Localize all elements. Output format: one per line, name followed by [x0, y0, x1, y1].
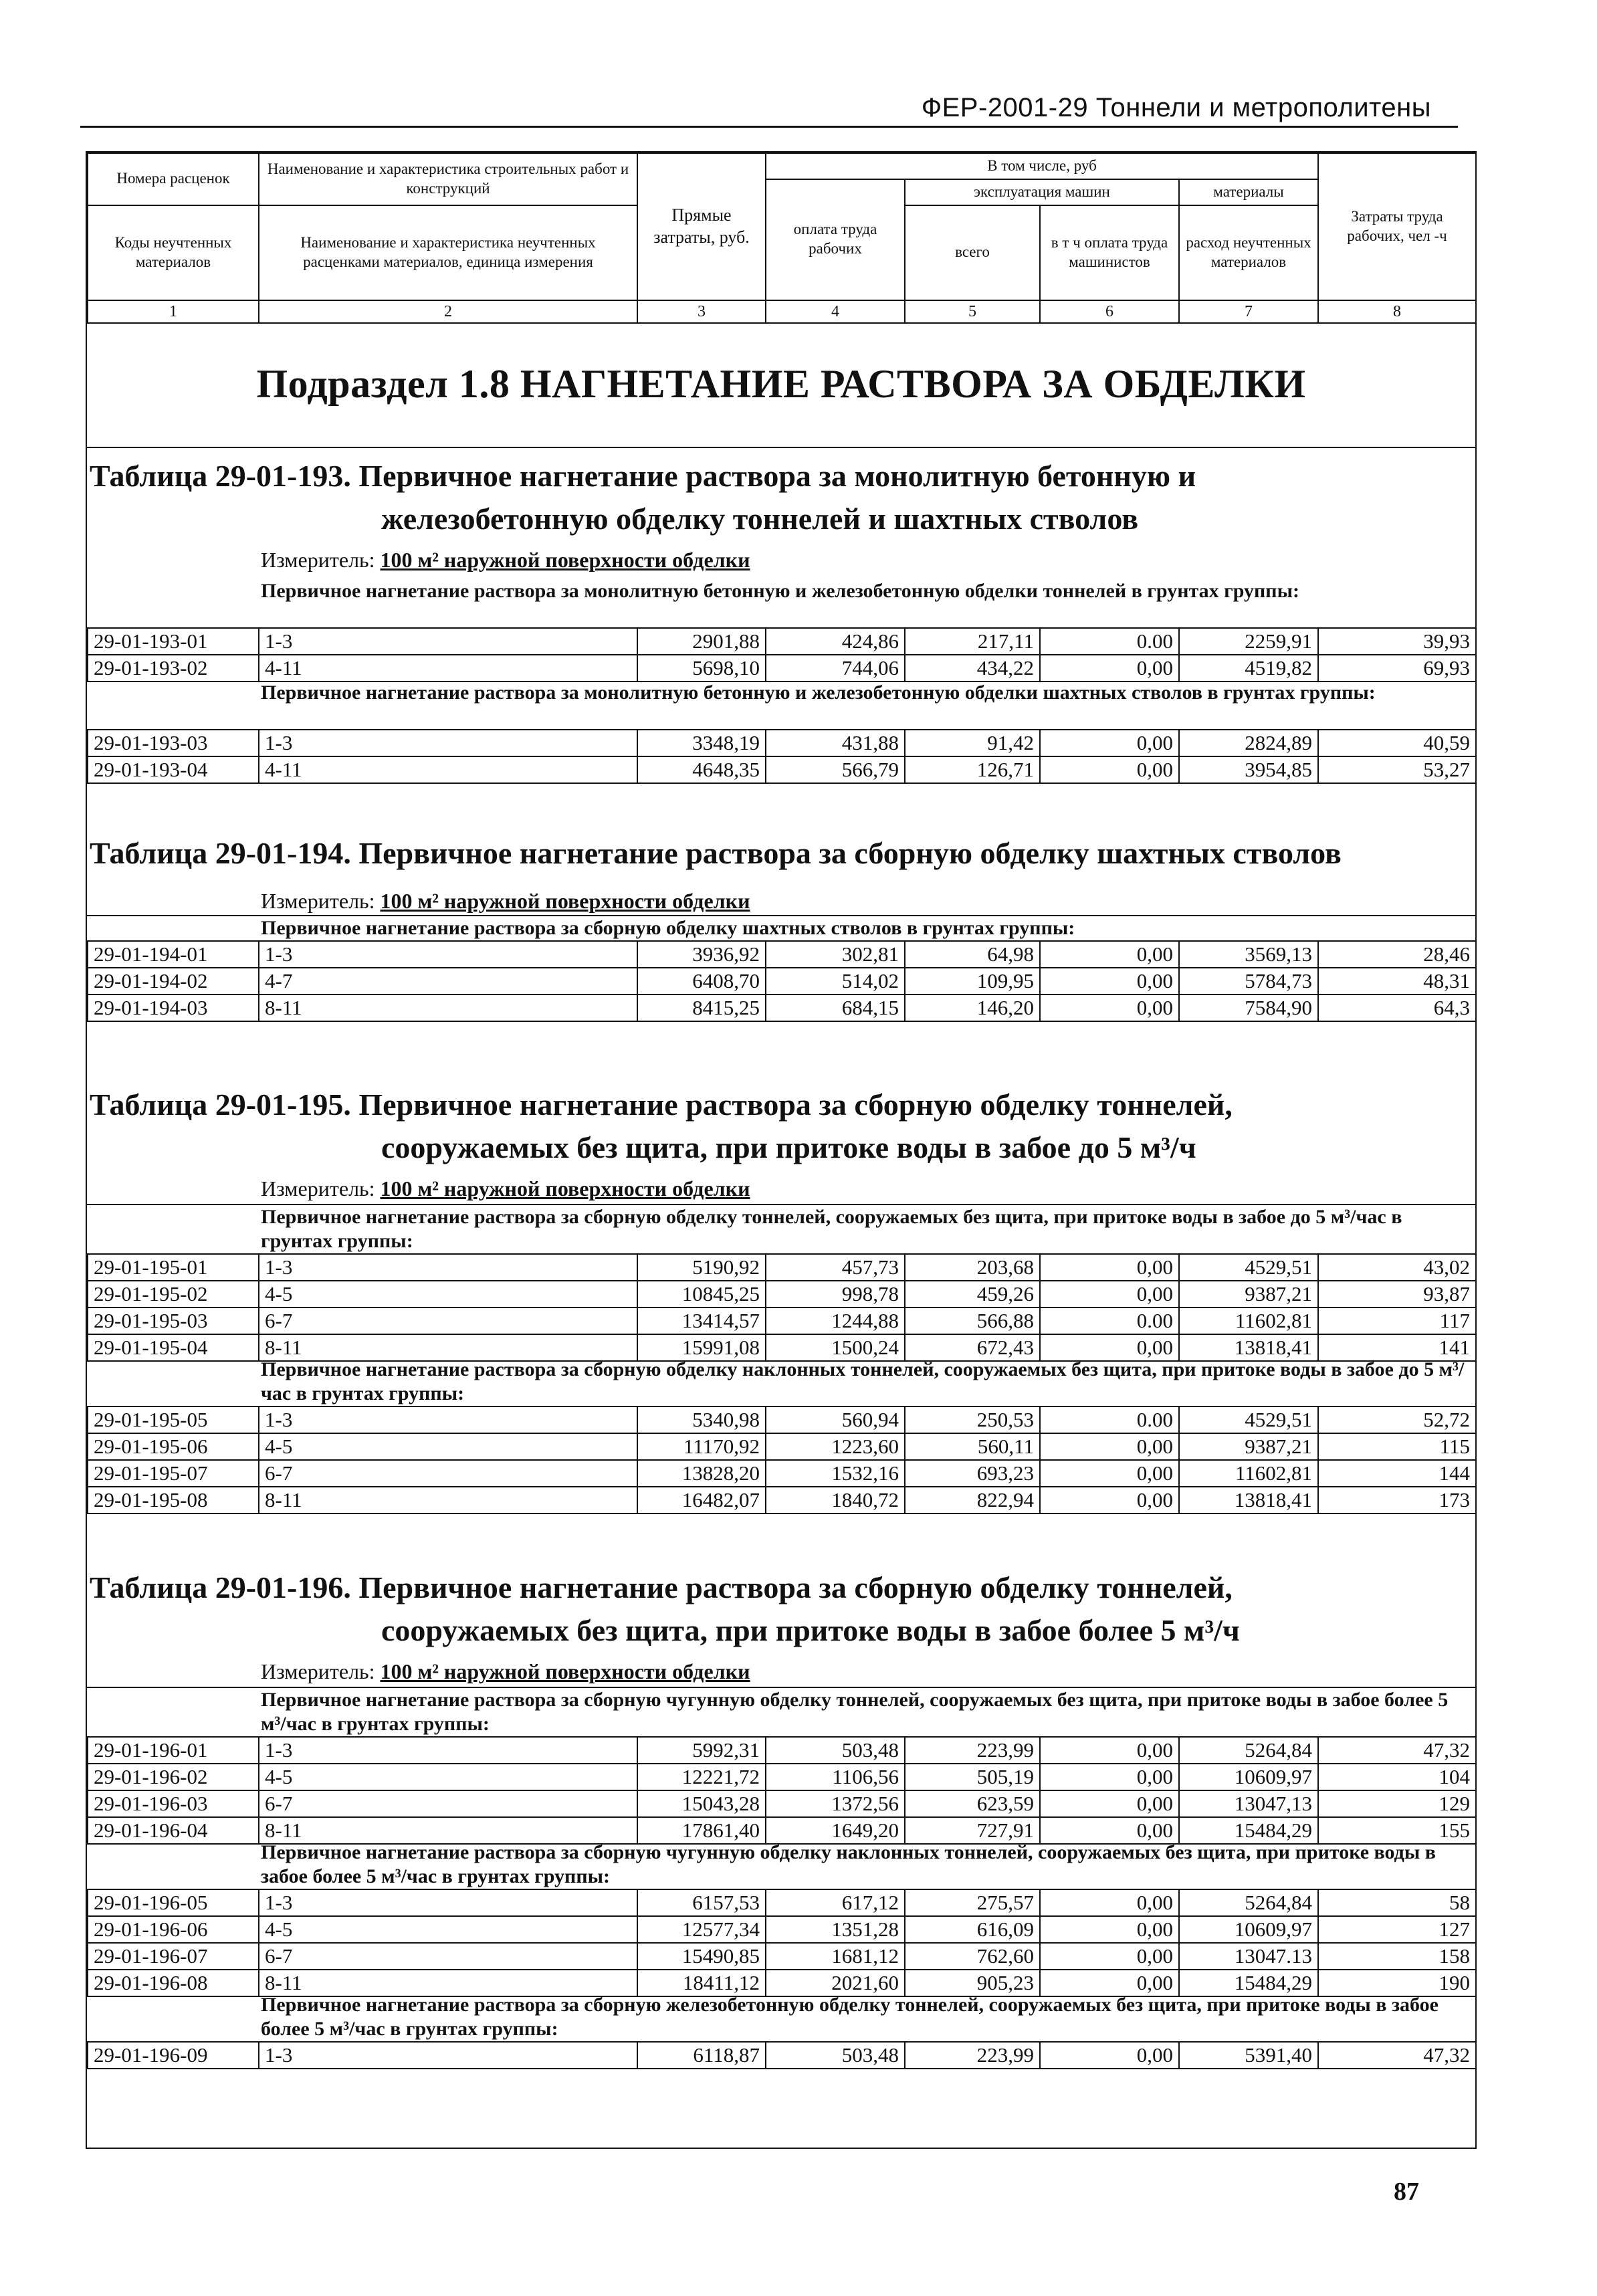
- table-row: [88, 1254, 1476, 1281]
- machine-total: 672,43: [905, 1334, 1040, 1361]
- rate-code: 29-01-193-04: [88, 756, 259, 783]
- group-subtitle: Первичное нагнетание раствора за сборную железобетонную обделку тоннелей, сооружаемых без щита, при притоке воды в забое более 5 м³/час в грунтах группы:: [261, 1994, 1439, 2040]
- labor-hours: 190: [1318, 1970, 1476, 1996]
- worker-pay: 1351,28: [766, 1916, 905, 1943]
- soil-group: 8-11: [259, 1817, 637, 1844]
- measure-value: 100 м² наружной поверхности обделки: [380, 1659, 750, 1683]
- operator-pay: 0,00: [1040, 1254, 1179, 1281]
- soil-group: 4-11: [259, 756, 637, 783]
- materials-cost: 5391,40: [1179, 2042, 1318, 2069]
- header-col5: всего: [905, 205, 1040, 300]
- column-number: 7: [1179, 300, 1318, 323]
- machine-total: 217,11: [905, 628, 1040, 655]
- materials-cost: 5264,84: [1179, 1889, 1318, 1916]
- worker-pay: 744,06: [766, 655, 905, 682]
- labor-hours: 40,59: [1318, 730, 1476, 756]
- labor-hours: 93,87: [1318, 1281, 1476, 1308]
- direct-cost: 2901,88: [637, 628, 766, 655]
- soil-group: 1-3: [259, 1406, 637, 1433]
- operator-pay: 0,00: [1040, 1281, 1179, 1308]
- materials-cost: 7584,90: [1179, 995, 1318, 1021]
- machine-total: 822,94: [905, 1487, 1040, 1514]
- machine-total: 146,20: [905, 995, 1040, 1021]
- labor-hours: 155: [1318, 1817, 1476, 1844]
- operator-pay: 0,00: [1040, 756, 1179, 783]
- materials-cost: 5264,84: [1179, 1737, 1318, 1764]
- table-title: [90, 455, 1473, 540]
- labor-hours: 43,02: [1318, 1254, 1476, 1281]
- header-col8: Затраты труда рабочих, чел -ч: [1318, 153, 1476, 300]
- labor-hours: 141: [1318, 1334, 1476, 1361]
- labor-hours: 47,32: [1318, 1737, 1476, 1764]
- rate-code: 29-01-193-02: [88, 655, 259, 682]
- direct-cost: 8415,25: [637, 995, 766, 1021]
- operator-pay: 0,00: [1040, 1433, 1179, 1460]
- materials-cost: 13047.13: [1179, 1943, 1318, 1970]
- measure-unit: [261, 547, 750, 572]
- operator-pay: 0,00: [1040, 1334, 1179, 1361]
- worker-pay: 1372,56: [766, 1790, 905, 1817]
- document-frame: [86, 151, 1477, 2149]
- soil-group: 4-11: [259, 655, 637, 682]
- rate-code: 29-01-196-02: [88, 1764, 259, 1790]
- materials-cost: 5784,73: [1179, 968, 1318, 995]
- materials-cost: 13818,41: [1179, 1334, 1318, 1361]
- direct-cost: 15043,28: [637, 1790, 766, 1817]
- worker-pay: 684,15: [766, 995, 905, 1021]
- table-title-line2: сооружаемых без щита, при притоке воды в забое более 5 м³/ч: [381, 1613, 1240, 1647]
- direct-cost: 16482,07: [637, 1487, 766, 1514]
- soil-group: 1-3: [259, 2042, 637, 2069]
- header-col4: оплата труда рабочих: [766, 179, 905, 300]
- measure-value: 100 м² наружной поверхности обделки: [380, 1176, 750, 1201]
- rate-code: 29-01-193-03: [88, 730, 259, 756]
- direct-cost: 15490,85: [637, 1943, 766, 1970]
- soil-group: 4-7: [259, 968, 637, 995]
- worker-pay: 503,48: [766, 1737, 905, 1764]
- measure-value: 100 м² наружной поверхности обделки: [380, 889, 750, 913]
- table-title: [90, 832, 1473, 875]
- measure-unit: [261, 888, 750, 914]
- machine-total: 223,99: [905, 1737, 1040, 1764]
- operator-pay: 0.00: [1040, 1308, 1179, 1334]
- direct-cost: 17861,40: [637, 1817, 766, 1844]
- direct-cost: 11170,92: [637, 1433, 766, 1460]
- worker-pay: 457,73: [766, 1254, 905, 1281]
- worker-pay: 2021,60: [766, 1970, 905, 1996]
- table-row: [88, 1790, 1476, 1817]
- table-title-line1: Таблица 29-01-194. Первичное нагнетание раствора за сборную обделку шахтных стволов: [90, 836, 1342, 870]
- table-row: [88, 1487, 1476, 1514]
- operator-pay: 0,00: [1040, 995, 1179, 1021]
- direct-cost: 5340,98: [637, 1406, 766, 1433]
- operator-pay: 0,00: [1040, 1943, 1179, 1970]
- measure-value: 100 м² наружной поверхности обделки: [380, 548, 750, 572]
- rate-code: 29-01-196-09: [88, 2042, 259, 2069]
- worker-pay: 431,88: [766, 730, 905, 756]
- table-row: [88, 1460, 1476, 1487]
- worker-pay: 617,12: [766, 1889, 905, 1916]
- worker-pay: 1681,12: [766, 1943, 905, 1970]
- header-col2-bottom: Наименование и характеристика неучтенных расценками материалов, единица измерения: [259, 205, 637, 300]
- soil-group: 6-7: [259, 1943, 637, 1970]
- operator-pay: 0,00: [1040, 655, 1179, 682]
- data-table: [87, 729, 1477, 784]
- labor-hours: 173: [1318, 1487, 1476, 1514]
- rate-code: 29-01-194-02: [88, 968, 259, 995]
- direct-cost: 13828,20: [637, 1460, 766, 1487]
- labor-hours: 58: [1318, 1889, 1476, 1916]
- table-row: [88, 1308, 1476, 1334]
- labor-hours: 47,32: [1318, 2042, 1476, 2069]
- group-subtitle: Первичное нагнетание раствора за сборную обделку шахтных стволов в грунтах группы:: [261, 917, 1075, 939]
- group-subtitle: Первичное нагнетание раствора за сборную чугунную обделку тоннелей, сооружаемых без щита, при притоке воды в забое более 5 м³/час в грунтах группы:: [261, 1689, 1449, 1735]
- worker-pay: 302,81: [766, 941, 905, 968]
- worker-pay: 1840,72: [766, 1487, 905, 1514]
- page-header: [80, 94, 1458, 128]
- table-row: [88, 655, 1476, 682]
- soil-group: 1-3: [259, 1254, 637, 1281]
- rate-code: 29-01-194-03: [88, 995, 259, 1021]
- header-materials: материалы: [1179, 179, 1318, 205]
- table-row: [88, 756, 1476, 783]
- direct-cost: 6408,70: [637, 968, 766, 995]
- worker-pay: 424,86: [766, 628, 905, 655]
- table-row: [88, 1916, 1476, 1943]
- table-title-line2: сооружаемых без щита, при притоке воды в забое до 5 м³/ч: [381, 1130, 1196, 1164]
- column-number: 1: [88, 300, 259, 323]
- machine-total: 616,09: [905, 1916, 1040, 1943]
- soil-group: 4-5: [259, 1281, 637, 1308]
- machine-total: 505,19: [905, 1764, 1040, 1790]
- group-subtitle: Первичное нагнетание раствора за сборную обделку наклонных тоннелей, сооружаемых без щита, при притоке воды в забое до 5 м³/час в грунтах группы:: [261, 1358, 1465, 1404]
- soil-group: 8-11: [259, 1970, 637, 1996]
- rate-code: 29-01-196-07: [88, 1943, 259, 1970]
- table-row: [88, 1433, 1476, 1460]
- column-number: 8: [1318, 300, 1476, 323]
- labor-hours: 48,31: [1318, 968, 1476, 995]
- rate-code: 29-01-195-04: [88, 1334, 259, 1361]
- header-col2-top: Наименование и характеристика строительных работ и конструкций: [259, 153, 637, 205]
- operator-pay: 0,00: [1040, 2042, 1179, 2069]
- soil-group: 6-7: [259, 1308, 637, 1334]
- materials-cost: 9387,21: [1179, 1433, 1318, 1460]
- materials-cost: 3569,13: [1179, 941, 1318, 968]
- machine-total: 434,22: [905, 655, 1040, 682]
- worker-pay: 1244,88: [766, 1308, 905, 1334]
- soil-group: 8-11: [259, 1487, 637, 1514]
- table-row: [88, 1406, 1476, 1433]
- header-col1-top: Номера расценок: [88, 153, 259, 205]
- rate-code: 29-01-196-05: [88, 1889, 259, 1916]
- table-title: [90, 1566, 1473, 1652]
- soil-group: 1-3: [259, 628, 637, 655]
- machine-total: 91,42: [905, 730, 1040, 756]
- machine-total: 203,68: [905, 1254, 1040, 1281]
- rate-code: 29-01-196-08: [88, 1970, 259, 1996]
- materials-cost: 4529,51: [1179, 1406, 1318, 1433]
- measure-label: Измеритель:: [261, 548, 381, 572]
- table-row: [88, 995, 1476, 1021]
- materials-cost: 13047,13: [1179, 1790, 1318, 1817]
- rate-code: 29-01-195-02: [88, 1281, 259, 1308]
- operator-pay: 0,00: [1040, 941, 1179, 968]
- materials-cost: 10609,97: [1179, 1916, 1318, 1943]
- materials-cost: 3954,85: [1179, 756, 1318, 783]
- materials-cost: 15484,29: [1179, 1970, 1318, 1996]
- direct-cost: 18411,12: [637, 1970, 766, 1996]
- page-number: 87: [1394, 2178, 1419, 2206]
- soil-group: 4-5: [259, 1433, 637, 1460]
- data-table: [87, 940, 1477, 1022]
- worker-pay: 1106,56: [766, 1764, 905, 1790]
- soil-group: 1-3: [259, 730, 637, 756]
- machine-total: 623,59: [905, 1790, 1040, 1817]
- labor-hours: 144: [1318, 1460, 1476, 1487]
- operator-pay: 0,00: [1040, 1487, 1179, 1514]
- direct-cost: 12577,34: [637, 1916, 766, 1943]
- machine-total: 275,57: [905, 1889, 1040, 1916]
- labor-hours: 158: [1318, 1943, 1476, 1970]
- document-title: ФЕР-2001-29 Тоннели и метрополитены: [921, 93, 1431, 122]
- group-subtitle: Первичное нагнетание раствора за монолитную бетонную и железобетонную обделки шахтных стволов в грунтах группы:: [261, 682, 1376, 704]
- labor-hours: 104: [1318, 1764, 1476, 1790]
- column-number: 6: [1040, 300, 1179, 323]
- machine-total: 223,99: [905, 2042, 1040, 2069]
- materials-cost: 11602,81: [1179, 1460, 1318, 1487]
- measure-label: Измеритель:: [261, 889, 381, 913]
- data-table: [87, 1889, 1477, 1997]
- rate-code: 29-01-195-06: [88, 1433, 259, 1460]
- operator-pay: 0,00: [1040, 1460, 1179, 1487]
- materials-cost: 4529,51: [1179, 1254, 1318, 1281]
- direct-cost: 15991,08: [637, 1334, 766, 1361]
- table-row: [88, 968, 1476, 995]
- section-title: Подраздел 1.8 НАГНЕТАНИЕ РАСТВОРА ЗА ОБДЕЛКИ: [256, 362, 1306, 406]
- direct-cost: 6118,87: [637, 2042, 766, 2069]
- direct-cost: 5992,31: [637, 1737, 766, 1764]
- labor-hours: 39,93: [1318, 628, 1476, 655]
- operator-pay: 0,00: [1040, 1817, 1179, 1844]
- machine-total: 250,53: [905, 1406, 1040, 1433]
- rate-code: 29-01-196-04: [88, 1817, 259, 1844]
- data-table: [87, 627, 1477, 682]
- direct-cost: 10845,25: [637, 1281, 766, 1308]
- rate-code: 29-01-195-08: [88, 1487, 259, 1514]
- measure-label: Измеритель:: [261, 1176, 381, 1201]
- machine-total: 109,95: [905, 968, 1040, 995]
- operator-pay: 0.00: [1040, 628, 1179, 655]
- machine-total: 693,23: [905, 1460, 1040, 1487]
- column-header-table: [87, 152, 1477, 324]
- direct-cost: 5190,92: [637, 1254, 766, 1281]
- group-subtitle: Первичное нагнетание раствора за сборную обделку тоннелей, сооружаемых без щита, при притоке воды в забое до 5 м³/час в грунтах группы:: [261, 1206, 1402, 1252]
- measure-unit: [261, 1176, 750, 1201]
- direct-cost: 5698,10: [637, 655, 766, 682]
- machine-total: 905,23: [905, 1970, 1040, 1996]
- table-row: [88, 1817, 1476, 1844]
- header-col1-bottom: Коды неучтенных материалов: [88, 205, 259, 300]
- direct-cost: 3936,92: [637, 941, 766, 968]
- table-row: [88, 1764, 1476, 1790]
- table-separator: [87, 447, 1475, 448]
- rate-code: 29-01-193-01: [88, 628, 259, 655]
- rate-code: 29-01-195-07: [88, 1460, 259, 1487]
- data-table: [87, 1253, 1477, 1362]
- labor-hours: 28,46: [1318, 941, 1476, 968]
- materials-cost: 9387,21: [1179, 1281, 1318, 1308]
- operator-pay: 0,00: [1040, 1764, 1179, 1790]
- header-machines: эксплуатация машин: [905, 179, 1179, 205]
- direct-cost: 12221,72: [637, 1764, 766, 1790]
- materials-cost: 10609,97: [1179, 1764, 1318, 1790]
- worker-pay: 560,94: [766, 1406, 905, 1433]
- machine-total: 762,60: [905, 1943, 1040, 1970]
- operator-pay: 0.00: [1040, 1406, 1179, 1433]
- materials-cost: 11602,81: [1179, 1308, 1318, 1334]
- machine-total: 727,91: [905, 1817, 1040, 1844]
- measure-label: Измеритель:: [261, 1659, 381, 1683]
- operator-pay: 0,00: [1040, 1790, 1179, 1817]
- materials-cost: 4519,82: [1179, 655, 1318, 682]
- soil-group: 1-3: [259, 1737, 637, 1764]
- direct-cost: 4648,35: [637, 756, 766, 783]
- table-row: [88, 1970, 1476, 1996]
- data-table: [87, 1406, 1477, 1514]
- column-number: 3: [637, 300, 766, 323]
- labor-hours: 129: [1318, 1790, 1476, 1817]
- worker-pay: 503,48: [766, 2042, 905, 2069]
- soil-group: 1-3: [259, 941, 637, 968]
- operator-pay: 0,00: [1040, 968, 1179, 995]
- worker-pay: 1532,16: [766, 1460, 905, 1487]
- soil-group: 4-5: [259, 1764, 637, 1790]
- soil-group: 1-3: [259, 1889, 637, 1916]
- rate-code: 29-01-195-01: [88, 1254, 259, 1281]
- machine-total: 126,71: [905, 756, 1040, 783]
- soil-group: 4-5: [259, 1916, 637, 1943]
- soil-group: 6-7: [259, 1790, 637, 1817]
- labor-hours: 64,3: [1318, 995, 1476, 1021]
- soil-group: 8-11: [259, 995, 637, 1021]
- rate-code: 29-01-196-06: [88, 1916, 259, 1943]
- machine-total: 459,26: [905, 1281, 1040, 1308]
- group-subtitle: Первичное нагнетание раствора за монолитную бетонную и железобетонную обделки тоннелей в грунтах группы:: [261, 580, 1299, 602]
- worker-pay: 998,78: [766, 1281, 905, 1308]
- header-col6: в т ч оплата труда машинистов: [1040, 205, 1179, 300]
- header-col3: Прямые затраты, руб.: [637, 153, 766, 300]
- table-title-line2: железобетонную обделку тоннелей и шахтных стволов: [381, 502, 1139, 536]
- rate-code: 29-01-194-01: [88, 941, 259, 968]
- rate-code: 29-01-196-03: [88, 1790, 259, 1817]
- labor-hours: 52,72: [1318, 1406, 1476, 1433]
- table-title-line1: Таблица 29-01-195. Первичное нагнетание раствора за сборную обделку тоннелей,: [90, 1087, 1233, 1122]
- header-group: В том числе, руб: [766, 153, 1318, 179]
- materials-cost: 13818,41: [1179, 1487, 1318, 1514]
- measure-unit: [261, 1659, 750, 1684]
- machine-total: 64,98: [905, 941, 1040, 968]
- operator-pay: 0,00: [1040, 730, 1179, 756]
- machine-total: 566,88: [905, 1308, 1040, 1334]
- materials-cost: 2824,89: [1179, 730, 1318, 756]
- table-row: [88, 1281, 1476, 1308]
- table-title-line1: Таблица 29-01-193. Первичное нагнетание раствора за монолитную бетонную и: [90, 459, 1196, 493]
- operator-pay: 0,00: [1040, 1889, 1179, 1916]
- worker-pay: 1223,60: [766, 1433, 905, 1460]
- table-title: [90, 1083, 1473, 1169]
- labor-hours: 115: [1318, 1433, 1476, 1460]
- operator-pay: 0,00: [1040, 1970, 1179, 1996]
- operator-pay: 0,00: [1040, 1916, 1179, 1943]
- labor-hours: 69,93: [1318, 655, 1476, 682]
- rate-code: 29-01-195-05: [88, 1406, 259, 1433]
- machine-total: 560,11: [905, 1433, 1040, 1460]
- rate-code: 29-01-195-03: [88, 1308, 259, 1334]
- worker-pay: 566,79: [766, 756, 905, 783]
- rate-code: 29-01-196-01: [88, 1737, 259, 1764]
- labor-hours: 127: [1318, 1916, 1476, 1943]
- direct-cost: 13414,57: [637, 1308, 766, 1334]
- table-row: [88, 1737, 1476, 1764]
- direct-cost: 3348,19: [637, 730, 766, 756]
- soil-group: 6-7: [259, 1460, 637, 1487]
- group-subtitle: Первичное нагнетание раствора за сборную чугунную обделку наклонных тоннелей, сооружаемых без щита, при притоке воды в забое более 5 м³/час в грунтах группы:: [261, 1841, 1436, 1887]
- soil-group: 8-11: [259, 1334, 637, 1361]
- data-table: [87, 2041, 1477, 2069]
- direct-cost: 6157,53: [637, 1889, 766, 1916]
- table-row: [88, 1334, 1476, 1361]
- worker-pay: 1649,20: [766, 1817, 905, 1844]
- materials-cost: 2259,91: [1179, 628, 1318, 655]
- labor-hours: 117: [1318, 1308, 1476, 1334]
- table-row: [88, 2042, 1476, 2069]
- column-number: 2: [259, 300, 637, 323]
- column-number: 4: [766, 300, 905, 323]
- table-row: [88, 941, 1476, 968]
- column-number: 5: [905, 300, 1040, 323]
- table-row: [88, 1889, 1476, 1916]
- table-row: [88, 628, 1476, 655]
- table-title-line1: Таблица 29-01-196. Первичное нагнетание раствора за сборную обделку тоннелей,: [90, 1570, 1233, 1604]
- header-col7: расход неучтенных материалов: [1179, 205, 1318, 300]
- table-row: [88, 730, 1476, 756]
- labor-hours: 53,27: [1318, 756, 1476, 783]
- table-row: [88, 1943, 1476, 1970]
- worker-pay: 514,02: [766, 968, 905, 995]
- data-table: [87, 1736, 1477, 1845]
- materials-cost: 15484,29: [1179, 1817, 1318, 1844]
- operator-pay: 0,00: [1040, 1737, 1179, 1764]
- worker-pay: 1500,24: [766, 1334, 905, 1361]
